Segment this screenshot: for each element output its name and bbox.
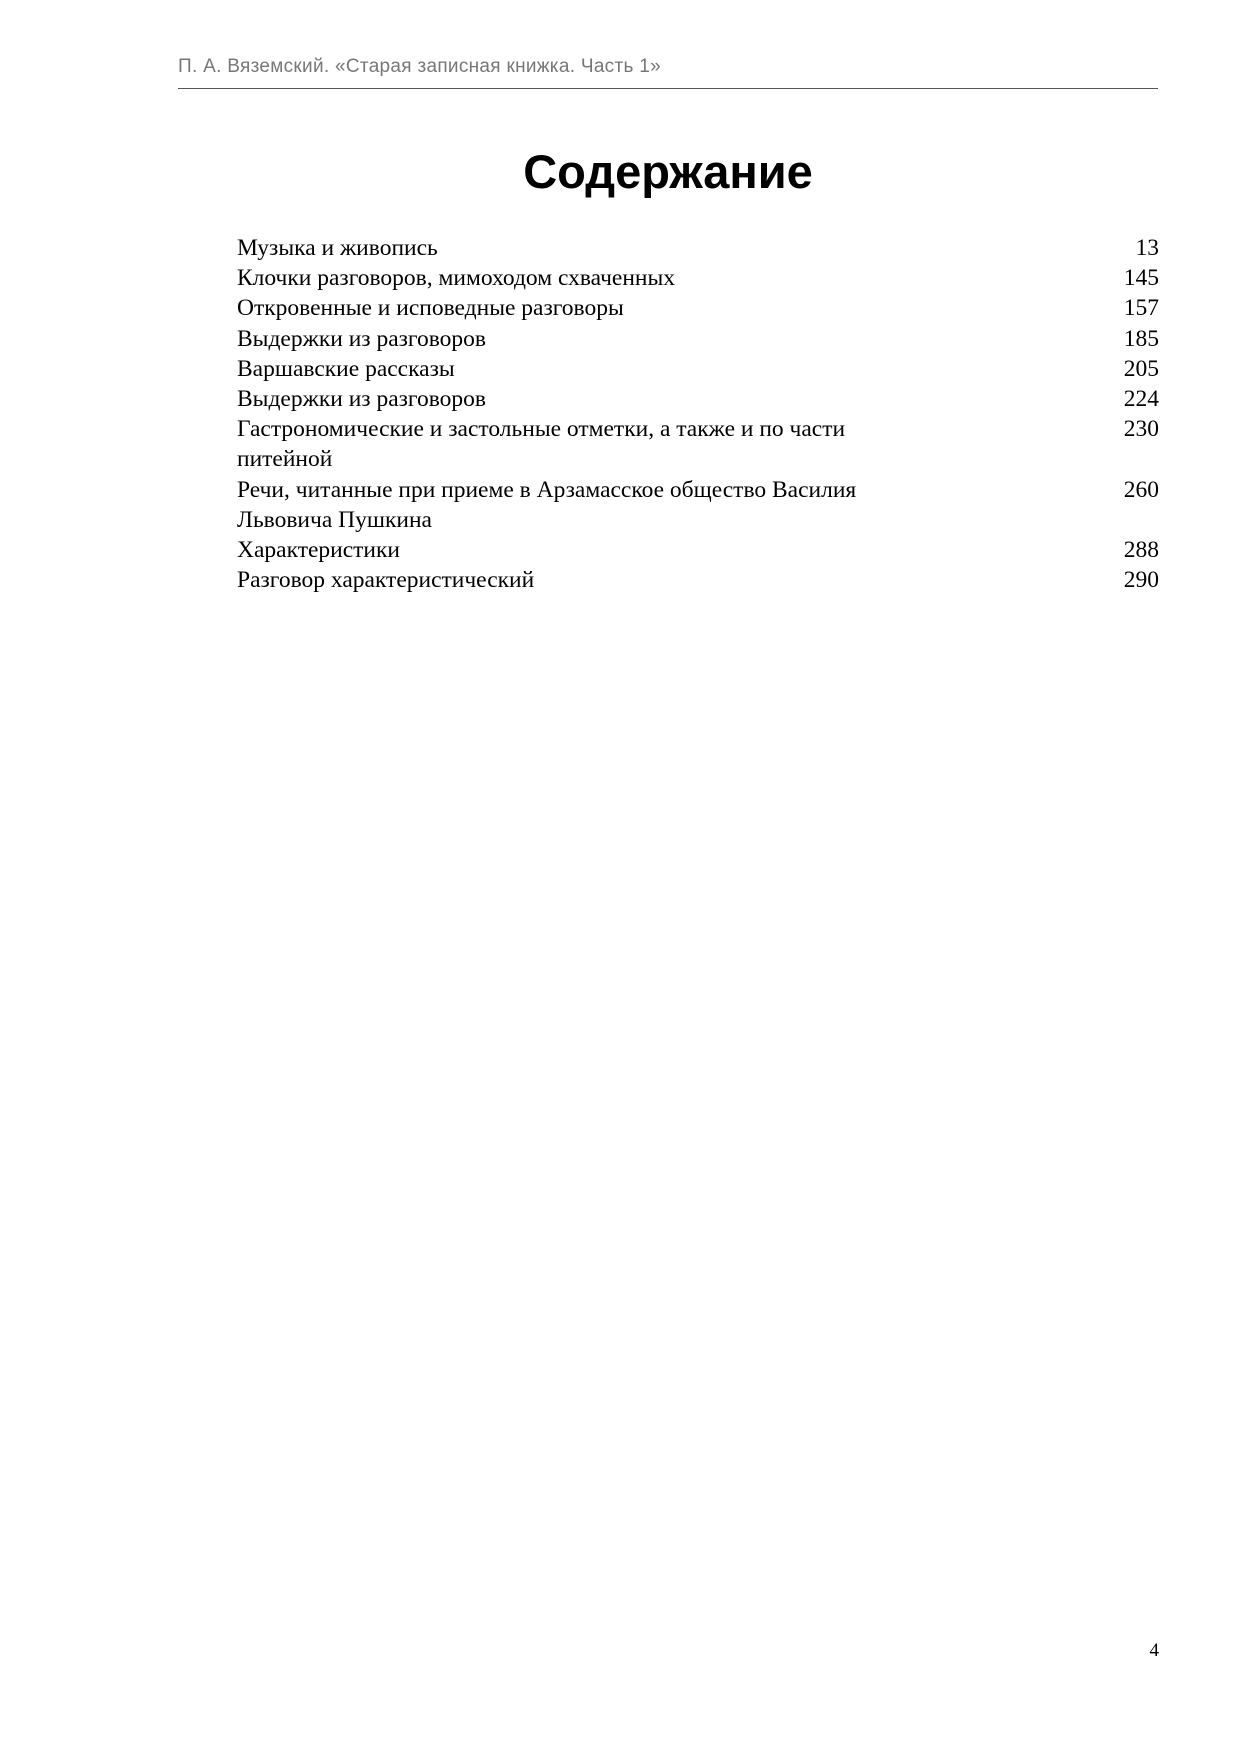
toc-entry[interactable] [237, 475, 1159, 535]
toc-entry-page: 205 [1123, 355, 1159, 382]
toc-entry[interactable] [237, 565, 1159, 595]
toc-entry-page: 185 [1123, 325, 1159, 352]
toc-entry-title: Откровенные и исповедные разговоры [237, 295, 624, 322]
toc-entry-page: 157 [1123, 295, 1159, 322]
toc-entry-title: Музыка и живопись [237, 235, 438, 261]
toc-entry-page: 230 [1123, 416, 1159, 443]
toc-entry-page: 290 [1123, 567, 1159, 594]
toc-entry[interactable] [237, 263, 1159, 293]
toc-title: Содержание [523, 145, 813, 198]
toc-entry-page: 13 [1135, 235, 1159, 261]
running-header: П. А. Вяземский. «Старая записная книжка. Часть 1» [178, 56, 661, 77]
toc-entry[interactable] [237, 324, 1159, 354]
toc-entry-title: Выдержки из разговоров [237, 386, 486, 413]
toc-entry[interactable] [237, 293, 1159, 323]
toc-entry-title: Клочки разговоров, мимоходом схваченных [237, 265, 676, 292]
toc-entry-page: 224 [1123, 386, 1159, 413]
toc-entry[interactable] [237, 384, 1159, 414]
toc-entry[interactable] [237, 535, 1159, 565]
page-number: 4 [1149, 1640, 1159, 1661]
header-divider [178, 88, 1158, 89]
toc-entry-title: Характеристики [237, 537, 400, 564]
toc-entry-page: 288 [1123, 537, 1159, 564]
toc-entry[interactable] [237, 354, 1159, 384]
toc-entry-title: Разговор характеристический [237, 567, 535, 594]
toc-entry-page: 260 [1123, 476, 1159, 503]
toc-entry-title: Варшавские рассказы [237, 355, 455, 382]
toc-entry[interactable] [237, 414, 1159, 474]
toc-entry-title: Речи, читанные при приеме в Арзамасское общество Василия Львовича Пушкина [237, 476, 857, 533]
toc-entry-title: Гастрономические и застольные отметки, а также и по части питейной [237, 416, 846, 473]
toc-entry[interactable] [237, 233, 1159, 263]
toc-entry-title: Выдержки из разговоров [237, 325, 486, 352]
toc-list [237, 233, 1159, 595]
toc-entry-page: 145 [1123, 265, 1159, 292]
